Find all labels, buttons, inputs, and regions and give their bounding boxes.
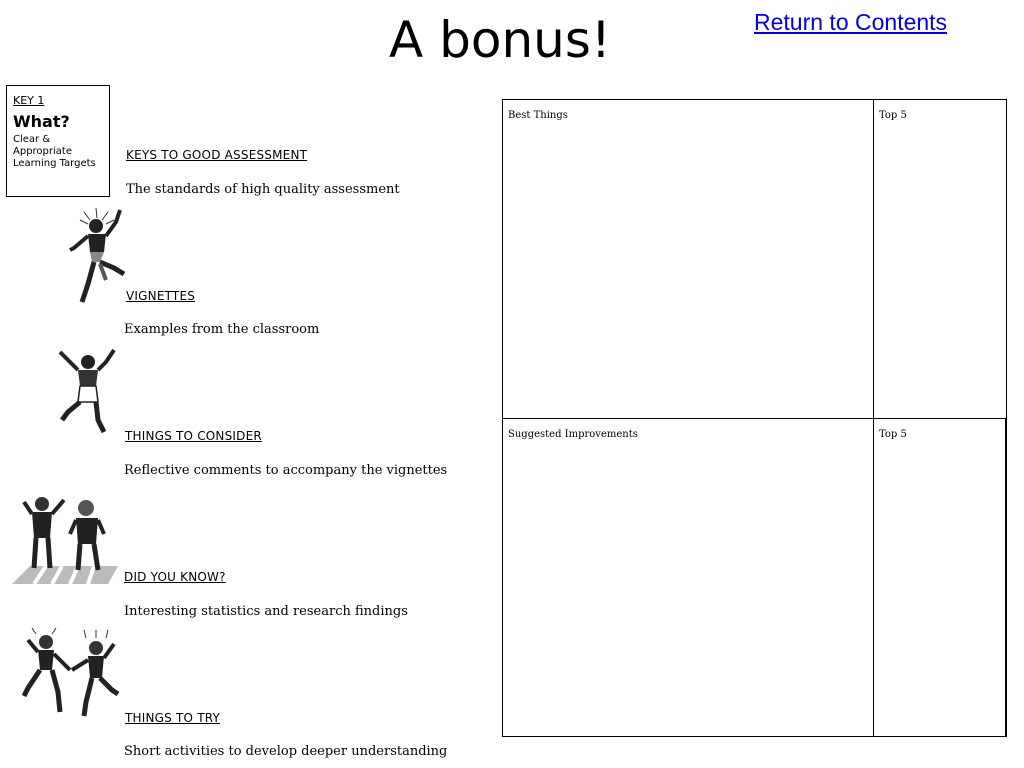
suggested-improvements-label: Suggested Improvements <box>508 429 638 440</box>
section-desc-things-to-try: Short activities to develop deeper understanding <box>124 744 448 759</box>
dancing-pair-illustration <box>22 628 122 720</box>
best-things-label: Best Things <box>508 110 568 121</box>
section-heading-vignettes: VIGNETTES <box>126 289 196 303</box>
key-sub-line1: Clear & <box>13 134 51 145</box>
return-to-contents-link[interactable]: Return to Contents <box>754 9 948 35</box>
section-desc-vignettes: Examples from the classroom <box>124 322 320 337</box>
section-heading-things-to-try: THINGS TO TRY <box>125 711 221 725</box>
key-label: KEY 1 <box>13 94 45 107</box>
section-heading-did-you-know: DID YOU KNOW? <box>124 570 226 584</box>
section-desc-things-to-consider: Reflective comments to accompany the vignettes <box>124 463 448 478</box>
key-sub-line3: Learning Targets <box>13 158 96 169</box>
jumping-figure-illustration <box>56 346 122 438</box>
table-right-border-thick <box>1005 418 1007 736</box>
top5-label-upper: Top 5 <box>879 110 907 121</box>
key-what: What? <box>13 112 70 131</box>
page-title: A bonus! <box>389 11 611 69</box>
key-sub-line2: Appropriate <box>13 146 72 157</box>
section-desc-keys: The standards of high quality assessment <box>126 182 400 197</box>
section-heading-things-to-consider: THINGS TO CONSIDER <box>125 429 262 443</box>
key-box <box>6 85 110 197</box>
dancer-figure-illustration <box>64 206 130 310</box>
section-desc-did-you-know: Interesting statistics and research findings <box>124 604 408 619</box>
feedback-table <box>502 99 1007 737</box>
top5-label-lower: Top 5 <box>879 429 907 440</box>
table-horizontal-divider <box>503 418 1007 419</box>
two-people-illustration <box>12 494 118 586</box>
section-heading-keys: KEYS TO GOOD ASSESSMENT <box>126 148 308 162</box>
